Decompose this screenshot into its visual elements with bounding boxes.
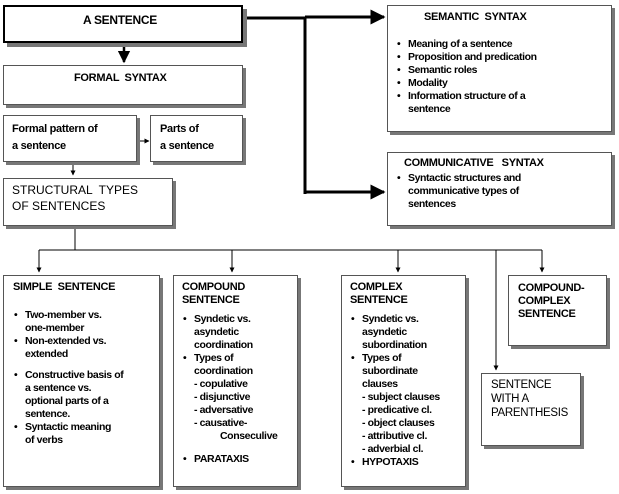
complex-item: subordinate (362, 365, 418, 377)
simple-item: sentence. (25, 408, 70, 420)
complex-item: - object clauses (362, 417, 435, 429)
complex-item: • HYPOTAXIS (350, 456, 440, 469)
simple-item: extended (25, 348, 68, 360)
formal-pattern-box (3, 115, 137, 162)
compound-item: - disjunctive (194, 391, 251, 403)
simple-item: one-member (25, 322, 85, 334)
communicative-list (396, 172, 521, 211)
simple-item: • Two-member vs. (13, 309, 123, 322)
compound-item: - causative- (194, 417, 247, 429)
parenthesis-line-3: PARENTHESIS (491, 407, 569, 419)
complex-item: • Types of (350, 352, 440, 365)
semantic-item: • Modality (396, 77, 537, 90)
complex-item: subordination (362, 339, 427, 351)
complex-item: - predicative cl. (362, 404, 432, 416)
parenthesis-box (481, 373, 581, 446)
simple-title: SIMPLE SENTENCE (13, 281, 116, 293)
compound-title-line-2: SENTENCE (182, 294, 240, 306)
compound-item: - copulative (194, 378, 248, 390)
communicative-item: communicative types of (408, 185, 519, 197)
complex-item: - subject clauses (362, 391, 440, 403)
communicative-item: • Syntactic structures and (396, 172, 521, 185)
formal-pattern-line-2: a sentence (12, 140, 66, 152)
semantic-list (396, 38, 537, 116)
complex-title-line-2: SENTENCE (350, 294, 408, 306)
complex-title-line-1: COMPLEX (350, 281, 403, 293)
simple-item: • Syntactic meaning (13, 421, 123, 434)
simple-list (13, 309, 123, 447)
formal-syntax-label: FORMAL SYNTAX (74, 72, 167, 84)
compound-item: • PARATAXIS (182, 453, 277, 466)
semantic-item: • Semantic roles (396, 64, 537, 77)
main-sentence-box (3, 5, 243, 43)
compound-item: • Syndetic vs. (182, 313, 277, 326)
complex-item: • Syndetic vs. (350, 313, 440, 326)
compound-list (182, 313, 277, 466)
semantic-syntax-box (387, 5, 612, 132)
main-sentence-label: A SENTENCE (83, 13, 157, 27)
semantic-title: SEMANTIC SYNTAX (424, 11, 527, 23)
semantic-item: • Proposition and predication (396, 51, 537, 64)
complex-sentence-box (341, 275, 466, 487)
compound-sentence-box (173, 275, 298, 487)
compound-title-line-1: COMPOUND (182, 281, 245, 293)
compound-item: asyndetic (194, 326, 239, 338)
communicative-syntax-box (387, 152, 612, 226)
compound-item: - adversative (194, 404, 254, 416)
compound-item: • Types of (182, 352, 277, 365)
communicative-title: COMMUNICATIVE SYNTAX (404, 157, 544, 169)
compound-complex-line-1: COMPOUND- (518, 282, 585, 294)
formal-syntax-box (3, 65, 243, 105)
formal-pattern-line-1: Formal pattern of (12, 123, 98, 135)
simple-item: a sentence vs. (25, 382, 92, 394)
semantic-item: • Meaning of a sentence (396, 38, 537, 51)
complex-list (350, 313, 440, 469)
complex-item: clauses (362, 378, 398, 390)
parenthesis-line-2: WITH A (491, 393, 529, 405)
compound-complex-line-2: COMPLEX (518, 295, 571, 307)
parts-line-1: Parts of (160, 123, 199, 135)
simple-sentence-box (3, 275, 160, 487)
simple-item: • Constructive basis of (13, 369, 123, 382)
structural-line-2: OF SENTENCES (12, 199, 106, 213)
semantic-item: • Information structure of a (396, 90, 537, 103)
compound-item: coordination (194, 365, 253, 377)
simple-item: of verbs (25, 434, 63, 446)
compound-complex-line-3: SENTENCE (518, 308, 576, 320)
parts-line-2: a sentence (160, 140, 214, 152)
compound-complex-box (508, 275, 607, 346)
compound-item: Conseculive (220, 430, 278, 442)
semantic-item: sentence (408, 103, 451, 115)
communicative-item: sentences (408, 198, 456, 210)
parenthesis-line-1: SENTENCE (491, 379, 552, 391)
parts-box (150, 115, 243, 162)
simple-item: • Non-extended vs. (13, 335, 123, 348)
structural-types-box (3, 178, 173, 226)
complex-item: - attributive cl. (362, 430, 427, 442)
structural-line-1: STRUCTURAL TYPES (12, 183, 139, 197)
simple-item: optional parts of a (25, 395, 109, 407)
complex-item: - adverbial cl. (362, 443, 424, 455)
complex-item: asyndetic (362, 326, 407, 338)
compound-item: coordination (194, 339, 253, 351)
